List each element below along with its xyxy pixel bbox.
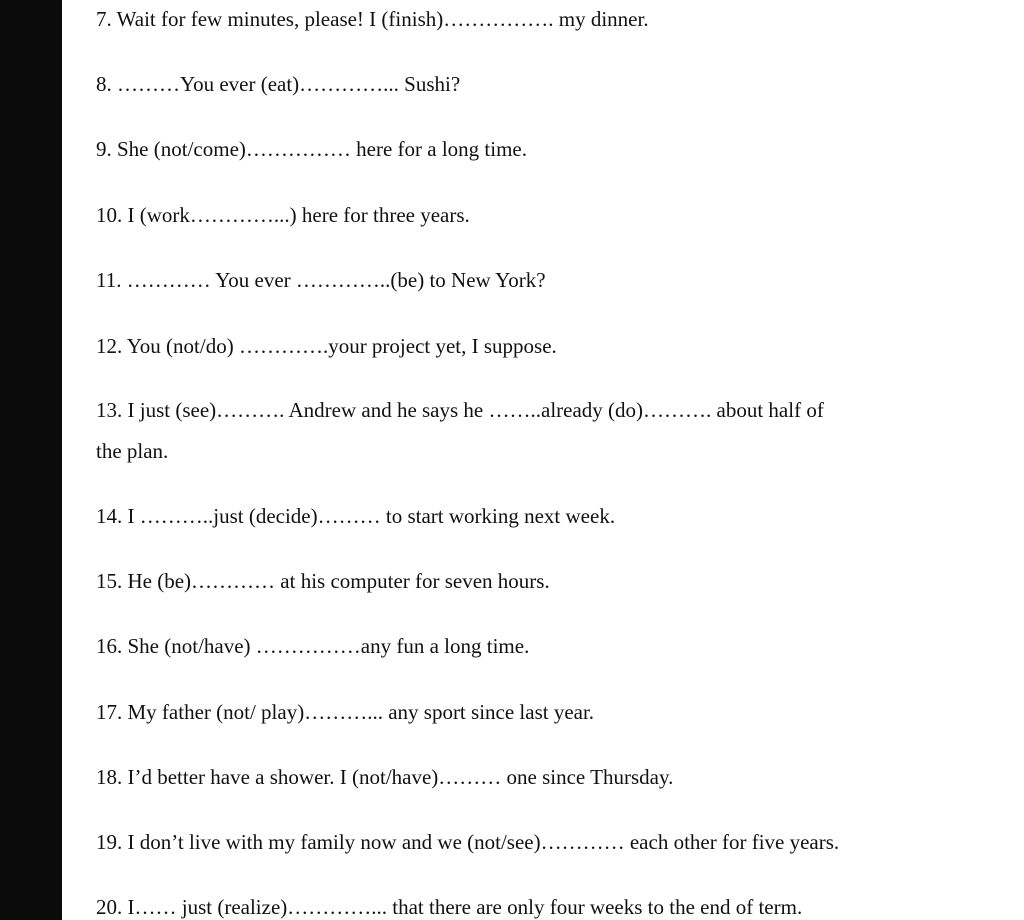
exercise-item-8: 8. ………You ever (eat)…………... Sushi? <box>96 72 461 96</box>
exercise-item-13: 13. I just (see)………. Andrew and he says he ……..already (do)………. about half of <box>96 398 824 422</box>
exercise-item-10: 10. I (work…………...) here for three years. <box>96 203 470 227</box>
exercise-item-11: 11. ………… You ever …………..(be) to New York? <box>96 268 546 292</box>
exercise-item-19: 19. I don’t live with my family now and we (not/see)………… each other for five years. <box>96 830 840 854</box>
exercise-item-15: 15. He (be)………… at his computer for seven hours. <box>96 569 550 593</box>
worksheet-page <box>62 0 1024 920</box>
exercise-item-18: 18. I’d better have a shower. I (not/have)……… one since Thursday. <box>96 765 674 789</box>
exercise-item-16: 16. She (not/have) ……………any fun a long time. <box>96 634 530 658</box>
exercise-item-12: 12. You (not/do) ………….your project yet, I suppose. <box>96 334 557 358</box>
exercise-item-20: 20. I…… just (realize)…………... that there are only four weeks to the end of term. <box>96 895 803 919</box>
exercise-item-7: 7. Wait for few minutes, please! I (finish)……………. my dinner. <box>96 7 649 31</box>
left-black-margin <box>0 0 62 920</box>
exercise-item-13-continuation: the plan. <box>96 439 169 463</box>
exercise-item-17: 17. My father (not/ play)………... any sport since last year. <box>96 700 595 724</box>
exercise-item-14: 14. I ………..just (decide)……… to start working next week. <box>96 504 616 528</box>
exercise-item-9: 9. She (not/come)…………… here for a long time. <box>96 137 527 161</box>
